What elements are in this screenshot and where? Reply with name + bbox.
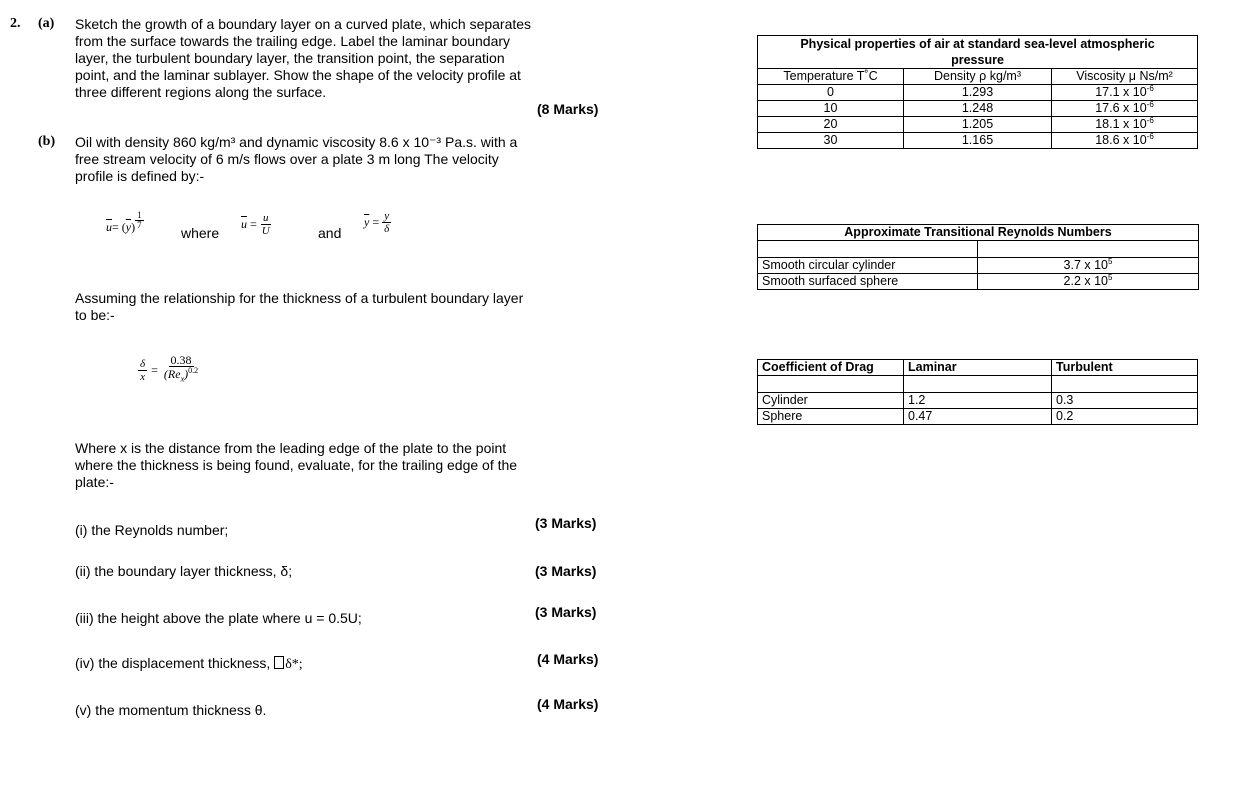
empty-cell: [758, 241, 978, 258]
subpart-iii: (iii) the height above the plate where u = 0.5U;: [75, 610, 362, 626]
cell-temperature: 0: [758, 85, 904, 101]
table-row: [758, 274, 1199, 290]
cell-temperature: 10: [758, 101, 904, 117]
subpart-v-marks: (4 Marks): [537, 696, 599, 712]
cell-density: 1.293: [904, 85, 1052, 101]
subpart-iv: [75, 655, 303, 673]
cell-density: 1.205: [904, 117, 1052, 133]
reynolds-fraction: [162, 354, 200, 386]
re-text: (Re: [163, 366, 181, 381]
re-subscript: x: [180, 374, 185, 384]
table-row: [758, 117, 1198, 133]
equals-sign: =: [372, 214, 380, 229]
equals-sign: =: [250, 216, 257, 231]
assumption-line: Assuming the relationship for the thickness of a turbulent boundary layer: [75, 290, 524, 306]
part-a-marks: (8 Marks): [537, 101, 599, 117]
re-exponent: 0.2: [188, 365, 199, 375]
subpart-i-marks: (3 Marks): [535, 515, 597, 531]
delta-over-x-fraction: [138, 358, 147, 383]
where-x-line: where the thickness is being found, evaluate, for the trailing edge of the: [75, 457, 518, 473]
viscosity-mantissa: 17.1 x 10: [1095, 85, 1147, 99]
reynolds-mantissa: 3.7 x 10: [1063, 258, 1109, 272]
empty-cell: [978, 241, 1199, 258]
cell-turbulent: 0.3: [1052, 393, 1198, 409]
part-a-line: Sketch the growth of a boundary layer on a curved plate, which separates: [75, 16, 532, 32]
close-paren: ): [131, 219, 136, 234]
subpart-iii-marks: (3 Marks): [535, 604, 597, 620]
subpart-i: (i) the Reynolds number;: [75, 522, 229, 538]
table-row: [758, 258, 1199, 274]
table-row: [758, 393, 1198, 409]
missing-glyph-box: [274, 656, 284, 669]
fraction-numerator: u: [263, 211, 269, 224]
header-viscosity: Viscosity μ Ns/m²: [1052, 69, 1198, 85]
cell-temperature: 20: [758, 117, 904, 133]
empty-cell: [1052, 376, 1198, 393]
table-row: [758, 85, 1198, 101]
table-spacer-row: [758, 241, 1199, 258]
cell-density: 1.165: [904, 133, 1052, 149]
equals-sign: =: [151, 362, 158, 377]
part-a-line: point, and the laminar sublayer. Show the shape of the velocity profile at: [75, 67, 521, 83]
part-b-text: [75, 134, 575, 185]
viscosity-exponent: -6: [1146, 99, 1154, 109]
empty-cell: [758, 376, 904, 393]
header-density: Density ρ kg/m³: [904, 69, 1052, 85]
and-word: and: [318, 225, 342, 241]
viscosity-mantissa: 17.6 x 10: [1095, 101, 1147, 115]
table-row: [758, 409, 1198, 425]
part-a-line: three different regions along the surface.: [75, 84, 327, 100]
where-x-line: plate:-: [75, 474, 114, 490]
cell-laminar: 1.2: [904, 393, 1052, 409]
part-a-line: from the surface towards the trailing edge. Label the laminar boundary: [75, 33, 511, 49]
viscosity-exponent: -6: [1146, 131, 1154, 141]
fraction-denominator: x: [140, 370, 145, 383]
y-bar-definition: [364, 206, 391, 238]
part-b-line: Oil with density 860 kg/m³ and dynamic viscosity 8.6 x 10⁻³ Pa.s. with a: [75, 134, 518, 150]
cell-body: Smooth circular cylinder: [758, 258, 978, 274]
header-laminar: Laminar: [904, 360, 1052, 376]
header-turbulent: Turbulent: [1052, 360, 1198, 376]
table-header-row: [758, 360, 1198, 376]
table-title-row: [758, 225, 1199, 241]
cell-reynolds: [978, 274, 1199, 290]
y-over-delta-fraction: [382, 210, 391, 235]
delta-star-symbol: δ*;: [285, 657, 303, 672]
u-bar-def-lhs: $\overline{u}$: [241, 216, 247, 231]
part-a-line: layer, the turbulent boundary layer, the transition point, the separation: [75, 50, 505, 66]
cell-laminar: 0.47: [904, 409, 1052, 425]
u-bar-symbol: $\overline{u}$: [106, 219, 112, 234]
air-properties-table: [757, 35, 1198, 149]
fraction-denominator: δ: [384, 222, 390, 235]
table-row: [758, 133, 1198, 149]
header-coefficient: Coefficient of Drag: [758, 360, 904, 376]
subpart-v: (v) the momentum thickness θ.: [75, 702, 267, 718]
empty-cell: [904, 376, 1052, 393]
exponent-fraction: [135, 211, 144, 230]
where-x-line: Where x is the distance from the leading edge of the plate to the point: [75, 440, 507, 456]
equals-open-paren: = (: [112, 219, 126, 234]
cell-viscosity: [1052, 85, 1198, 101]
viscosity-mantissa: 18.6 x 10: [1095, 133, 1147, 147]
assumption-line: to be:-: [75, 307, 115, 323]
velocity-profile-equation: [106, 209, 144, 242]
part-a-label: (a): [38, 16, 55, 31]
table-row: [758, 101, 1198, 117]
part-a-text: [75, 16, 575, 101]
cell-viscosity: [1052, 101, 1198, 117]
drag-coefficient-table: [757, 359, 1198, 425]
subpart-iv-marks: (4 Marks): [537, 651, 599, 667]
air-table-title-line: Physical properties of air at standard sea-level atmospheric: [800, 37, 1155, 51]
cell-turbulent: 0.2: [1052, 409, 1198, 425]
subpart-ii-marks: (3 Marks): [535, 563, 597, 579]
exponent-denominator: 7: [137, 219, 142, 230]
y-bar-def-lhs: $\overline{y}$: [364, 214, 370, 229]
u-bar-definition: [241, 208, 272, 240]
question-number: 2.: [10, 16, 21, 31]
table-title-row: [758, 36, 1198, 69]
cell-body: Cylinder: [758, 393, 904, 409]
viscosity-mantissa: 18.1 x 10: [1095, 117, 1147, 131]
assumption-text: [75, 290, 575, 324]
thickness-equation: [138, 352, 200, 388]
cell-density: 1.248: [904, 101, 1052, 117]
viscosity-exponent: -6: [1146, 115, 1154, 125]
cell-reynolds: [978, 258, 1199, 274]
header-temperature: Temperature T˚C: [758, 69, 904, 85]
cell-body: Sphere: [758, 409, 904, 425]
reynolds-exponent: 5: [1108, 272, 1113, 282]
part-b-line: free stream velocity of 6 m/s flows over a plate 3 m long The velocity: [75, 151, 499, 167]
y-bar-symbol: $\overline{y}$: [125, 219, 132, 234]
fraction-numerator: 0.38: [170, 352, 192, 367]
reynolds-exponent: 5: [1108, 256, 1113, 266]
exponent-numerator: 1: [137, 209, 142, 220]
part-b-line: profile is defined by:-: [75, 168, 205, 184]
table-header-row: [758, 69, 1198, 85]
cell-viscosity: [1052, 133, 1198, 149]
cell-body: Smooth surfaced sphere: [758, 274, 978, 290]
viscosity-exponent: -6: [1146, 83, 1154, 93]
cell-viscosity: [1052, 117, 1198, 133]
fraction-numerator: δ: [140, 357, 146, 370]
part-b-label: (b): [38, 134, 56, 149]
fraction-denominator: U: [261, 224, 270, 237]
fraction-numerator: y: [384, 209, 390, 222]
air-table-title: [758, 36, 1198, 69]
fraction-denominator: [162, 367, 200, 386]
re-close: ): [184, 366, 189, 381]
cell-temperature: 30: [758, 133, 904, 149]
where-word: where: [181, 225, 220, 241]
subpart-ii: (ii) the boundary layer thickness, δ;: [75, 563, 293, 579]
where-x-text: [75, 440, 575, 491]
u-over-U-fraction: [260, 212, 272, 237]
reynolds-table-title: Approximate Transitional Reynolds Numbers: [758, 225, 1199, 241]
table-spacer-row: [758, 376, 1198, 393]
air-table-title-line: pressure: [951, 53, 1004, 67]
subpart-iv-text: (iv) the displacement thickness,: [75, 655, 275, 671]
reynolds-numbers-table: [757, 224, 1199, 290]
reynolds-mantissa: 2.2 x 10: [1063, 274, 1109, 288]
